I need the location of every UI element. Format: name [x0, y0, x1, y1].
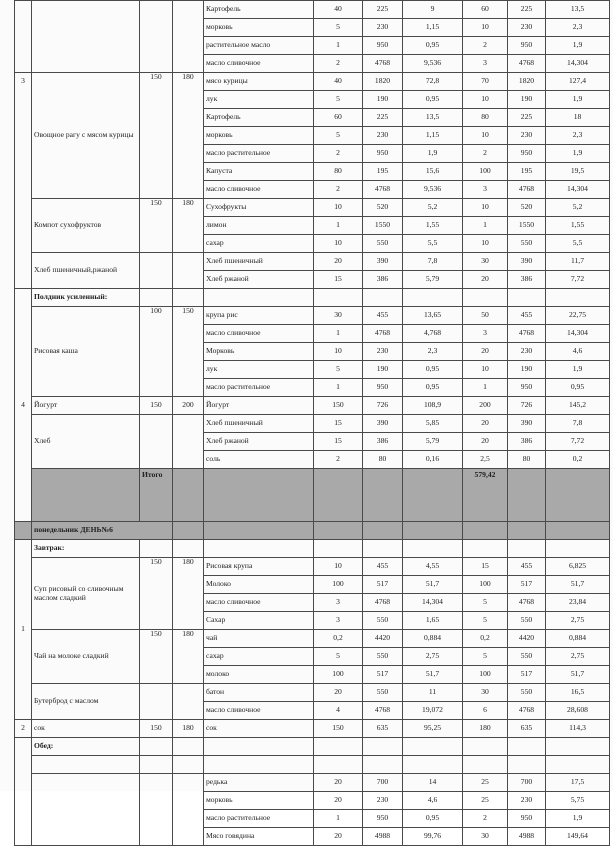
table-row: [15, 289, 610, 307]
row-number-cell: [15, 738, 32, 846]
row-number-cell: 4: [15, 289, 32, 522]
table-row: Чай на молоке сладкий 150 180 чай 0,2 4420 0,884 0,2 4420 0,884: [15, 630, 610, 648]
table-row: молоко 100 517 51,7 100 517 51,7: [15, 666, 610, 684]
dish-name: Компот сухофруктов: [32, 199, 140, 253]
dish-name: сок: [32, 720, 140, 738]
table-row: масло сливочное 2 4768 9,536 3 4768 14,304: [15, 55, 610, 73]
table-row: лук 5 190 0,95 10 190 1,9: [15, 91, 610, 109]
table-row: 3 Овощное рагу с мясом курицы 150 180 мясо курицы 40 1820 72,8 70 1820 127,4: [15, 73, 610, 91]
table-row: сахар 10 550 5,5 10 550 5,5: [15, 235, 610, 253]
dish-name: Овощное рагу с мясом курицы: [32, 73, 140, 199]
dish-name: Чай на молоке сладкий: [32, 630, 140, 684]
table-row: растительное масло 1 950 0,95 2 950 1,9: [15, 37, 610, 55]
table-row: Хлеб ржаной 15 386 5,79 20 386 7,72: [15, 433, 610, 451]
dish-cell: [32, 774, 140, 846]
table-row: 2 сок 150 180 сок 150 635 95,25 180 635 114,3: [15, 720, 610, 738]
table-row: Суп рисовый со сливочным маслом сладкий 150 180 Рисовая крупа 10 455 4,55 15 455 6,825: [15, 558, 610, 576]
table-row: масло растительное 2 950 1,9 2 950 1,9: [15, 145, 610, 163]
table-row: морковь 5 230 1,15 10 230 2,3: [15, 127, 610, 145]
table-row: лимон 1 1550 1,55 1 1550 1,55: [15, 217, 610, 235]
section-heading-zavtrak: Завтрак:: [32, 540, 140, 558]
table-row: [15, 738, 610, 756]
day-heading: понедельник ДЕНЬ№6: [32, 522, 173, 540]
table-row: Компот сухофруктов 150 180 Сухофрукты 10 520 5,2 10 520 5,2: [15, 199, 610, 217]
table-row: соль 2 80 0,16 2,5 80 0,2: [15, 451, 610, 469]
row-number-cell: 2: [15, 720, 32, 738]
table-row: лук 5 190 0,95 10 190 1,9: [15, 361, 610, 379]
table-row: Хлеб ржаной 15 386 5,79 20 386 7,72: [15, 271, 610, 289]
table-row: масло сливочное 1 4768 4,768 3 4768 14,304: [15, 325, 610, 343]
table-row: Мясо говядина 20 4988 99,76 30 4988 149,64: [15, 828, 610, 846]
row-number-cell: 1: [15, 540, 32, 720]
table-row: масло сливочное 4 4768 19,072 6 4768 28,608: [15, 702, 610, 720]
table-row: Рисовая каша 100 150 крупа рис 30 455 13,65 50 455 22,75: [15, 307, 610, 325]
table-row: Хлеб пшеничный,ржаной Хлеб пшеничный 20 390 7,8 30 390 11,7: [15, 253, 610, 271]
dish-name: Йогурт: [32, 397, 140, 415]
table-row: сахар 5 550 2,75 5 550 2,75: [15, 648, 610, 666]
table-row: Молоко 100 517 51,7 100 517 51,7: [15, 576, 610, 594]
dish-name: Бутерброд с маслом: [32, 684, 140, 720]
table-row: Морковь 10 230 2,3 20 230 4,6: [15, 343, 610, 361]
section-heading-obed: Обед:: [32, 738, 140, 756]
table-row: Картофель 60 225 13,5 80 225 18: [15, 109, 610, 127]
dish-name: Рисовая каша: [32, 307, 140, 397]
table-row: Картофель 40 225 9 60 225 13,5: [15, 1, 610, 19]
table-row: [15, 540, 610, 558]
table-row: масло сливочное 3 4768 14,304 5 4768 23,84: [15, 594, 610, 612]
table-row: Хлеб Хлеб пшеничный 15 390 5,85 20 390 7,8: [15, 415, 610, 433]
row-number-cell: 3: [15, 73, 32, 289]
dish-name: Хлеб пшеничный,ржаной: [32, 253, 140, 289]
row-number-cell: [15, 1, 32, 73]
table-row: Капуста 80 195 15,6 100 195 19,5: [15, 163, 610, 181]
table-row: [15, 756, 610, 774]
dish-name: Суп рисовый со сливочным маслом сладкий: [32, 558, 140, 630]
table-row: Сахар 3 550 1,65 5 550 2,75: [15, 612, 610, 630]
ingredient-cell: Картофель: [204, 1, 314, 19]
menu-cost-table: [14, 0, 610, 846]
table-row: Бутерброд с маслом батон 20 550 11 30 550 16,5: [15, 684, 610, 702]
table-row: редька 20 700 14 25 700 17,5: [15, 774, 610, 792]
dish-cell: [32, 1, 140, 73]
table-row: масло сливочное 2 4768 9,536 3 4768 14,304: [15, 181, 610, 199]
table-row: морковь 5 230 1,15 10 230 2,3: [15, 19, 610, 37]
table-row: масло растительное 1 950 0,95 1 950 0,95: [15, 379, 610, 397]
total-value-1: 579,42: [463, 469, 508, 522]
table-row: [15, 522, 610, 540]
dish-name: Хлеб: [32, 415, 140, 469]
table-row: морковь 20 230 4,6 25 230 5,75: [15, 792, 610, 810]
table-row: Йогурт 150 200 Йогурт 150 726 108,9 200 726 145,2: [15, 397, 610, 415]
section-heading-poldnik: Полдник усиленный:: [32, 289, 140, 307]
total-row: [15, 469, 610, 522]
total-label: Итого: [140, 469, 173, 522]
table-row: масло растительное 1 950 0,95 2 950 1,9: [15, 810, 610, 828]
